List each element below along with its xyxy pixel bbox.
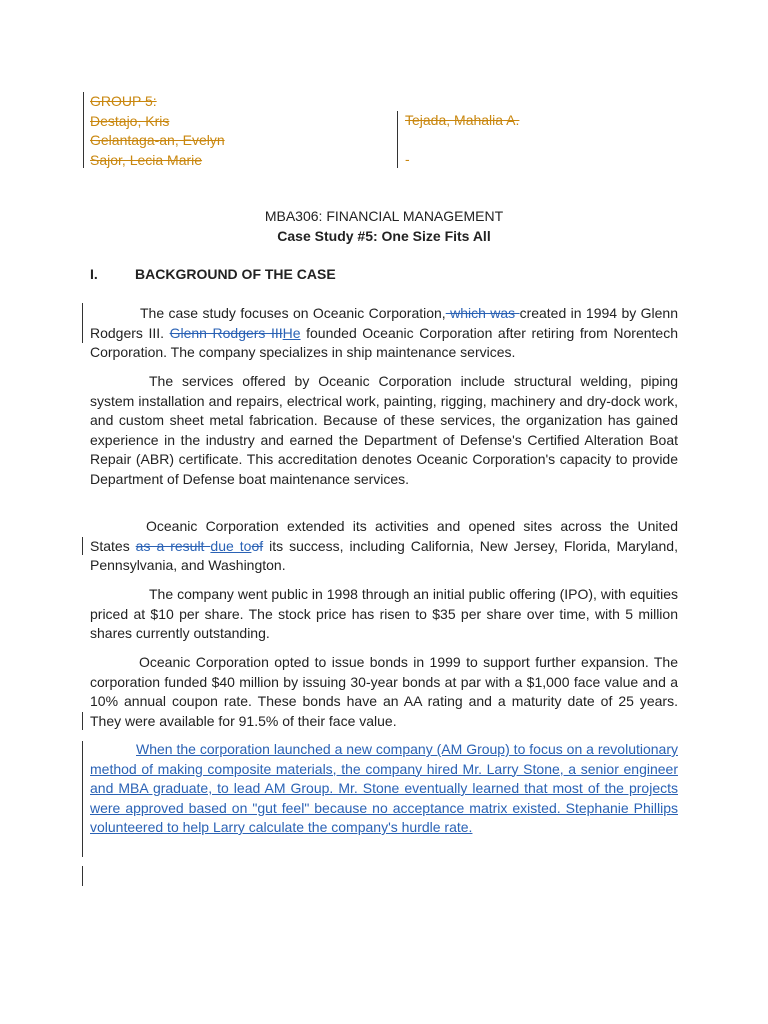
text-run: its success, including California, New Jersey, Florida, Maryland, Pennsylvania, and Washington.	[90, 537, 678, 573]
member-name: Gelantaga-an, Evelyn	[90, 132, 225, 148]
change-bar	[82, 303, 83, 343]
inserted-text: He	[282, 324, 301, 341]
paragraph-5: Oceanic Corporation opted to issue bonds in 1999 to support further expansion. The corporation funded $40 million by issuing 30-year bonds at par with a $1,000 face value and a 10% annual coupon rate. These bonds have an AA rating and a maturity date of 25 years. They were available for 91.5% of their face value.	[90, 654, 678, 729]
group-header-right	[405, 111, 519, 170]
paragraph-6-inserted: When the corporation launched a new company (AM Group) to focus on a revolutionary method of making composite materials, the company hired Mr. Larry Stone, a senior engineer and MBA graduate, to lead AM Group. Mr. Stone eventually learned that most of the projects were approved based on "gut feel" because no acceptance matrix existed. Stephanie Phillips volunteered to help Larry calculate the company's hurdle rate.	[90, 741, 678, 835]
change-bar	[82, 712, 83, 730]
case-title: Case Study #5: One Size Fits All	[277, 228, 491, 244]
paragraph-4: The company went public in 1998 through an initial public offering (IPO), with equities priced at $10 per share. The stock price has risen to $35 per share over time, with 5 million shares currently outstanding.	[90, 586, 678, 641]
deleted-text: as a result	[135, 537, 211, 554]
section-number: I.	[90, 266, 98, 282]
change-bar	[83, 92, 84, 168]
text-run: Oceanic Corporation extended its activities and opened sites across the United States	[90, 518, 678, 554]
paragraph-1	[90, 304, 678, 363]
member-name: Sajor, Lecia Marie	[90, 151, 203, 168]
group-header	[90, 92, 225, 170]
course-title: MBA306: FINANCIAL MANAGEMENT	[264, 208, 504, 224]
change-bar	[397, 111, 398, 168]
dash-mark: -	[405, 151, 410, 167]
member-name: Tejada, Mahalia A.	[405, 112, 520, 128]
section-title: BACKGROUND OF THE CASE	[135, 266, 336, 282]
paragraph-3	[90, 517, 678, 576]
text-run: founded Oceanic Corporation after retiring from Norentech Corporation. The company specializes in ship maintenance services.	[90, 324, 678, 360]
text-run: The case study focuses on Oceanic Corporation,	[140, 305, 446, 321]
paragraph-2: The services offered by Oceanic Corporation include structural welding, piping system installation and repairs, electrical work, painting, rigging, machinery and dry-dock work, and custom sheet metal fabrication. Because of these services, the organization has gained experience in the industry and earned the Department of Defense's Certified Alteration Boat Repair (ABR) certificate. This accreditation denotes Oceanic Corporation's capacity to provide Department of Defense boat maintenance services.	[90, 373, 678, 487]
deleted-text: of	[251, 537, 264, 554]
change-bar	[82, 866, 83, 886]
change-bar	[82, 537, 83, 555]
member-name: Destajo, Kris	[90, 112, 170, 129]
deleted-text: Glenn Rodgers III	[169, 324, 283, 341]
text-run: created in 1994 by Glenn Rodgers III.	[90, 305, 678, 341]
deleted-text: which was	[445, 305, 520, 321]
section-heading	[90, 266, 336, 282]
inserted-text: due to	[210, 537, 252, 554]
group-label: GROUP 5:	[90, 93, 157, 109]
change-bar	[82, 741, 83, 857]
